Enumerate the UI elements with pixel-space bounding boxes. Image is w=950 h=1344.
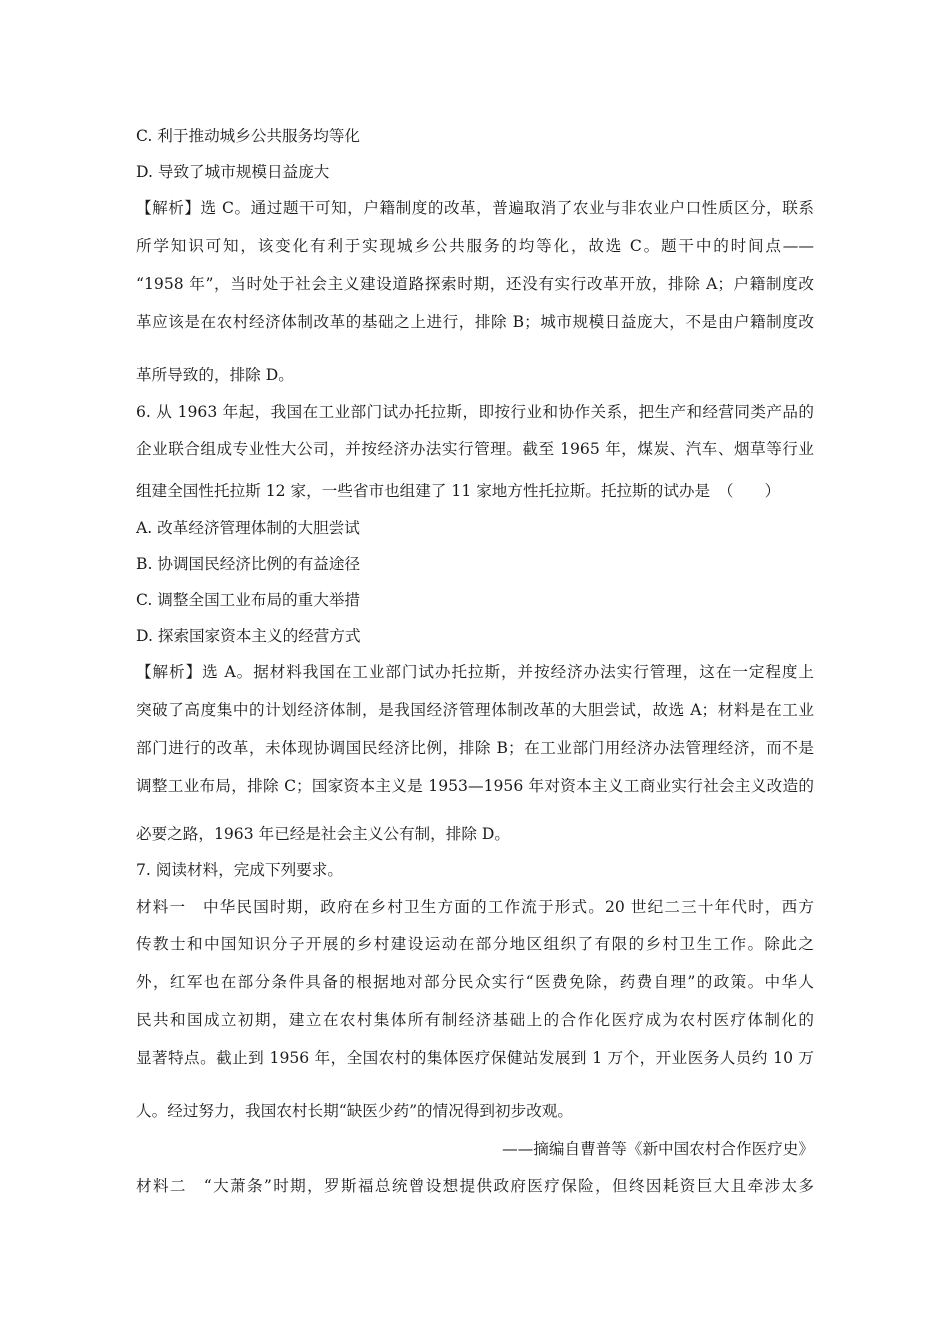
q7-material1-line: 材料一 中华民国时期，政府在乡村卫生方面的工作流于形式。20 世纪二三十年代时，西方: [136, 898, 814, 916]
q7-stem: 7. 阅读材料，完成下列要求。: [136, 861, 343, 879]
q7-material1-line: 民共和国成立初期，建立在农村集体所有制经济基础上的合作化医疗成为农村医疗体制化的: [136, 1011, 814, 1029]
q6-option-c: C. 调整全国工业布局的重大举措: [136, 591, 361, 609]
q5-analysis-line: 所学知识可知，该变化有利于实现城乡公共服务的均等化，故选 C。题干中的时间点——: [136, 237, 814, 255]
q5-analysis-line: 【解析】选 C。通过题干可知，户籍制度的改革，普遍取消了农业与非农业户口性质区分，联系: [136, 199, 814, 217]
q5-option-c: C. 利于推动城乡公共服务均等化: [136, 127, 361, 145]
q5-analysis-line: 革所导致的，排除 D。: [136, 366, 294, 384]
q7-material2-line: 材料二 “大萧条”时期，罗斯福总统曾设想提供政府医疗保险，但终因耗资巨大且牵涉太多: [136, 1177, 814, 1195]
q6-option-a: A. 改革经济管理体制的大胆尝试: [136, 519, 360, 537]
q5-analysis-line: “1958 年”，当时处于社会主义建设道路探索时期，还没有实行改革开放，排除 A；户籍制度改: [136, 275, 814, 293]
q6-option-d: D. 探索国家资本主义的经营方式: [136, 627, 361, 645]
q6-analysis-line: 必要之路，1963 年已经是社会主义公有制，排除 D。: [136, 825, 510, 843]
q6-stem-line: 6. 从 1963 年起，我国在工业部门试办托拉斯，即按行业和协作关系，把生产和经营同类产品的: [136, 403, 814, 421]
q7-material1-line: 传教士和中国知识分子开展的乡村建设运动在部分地区组织了有限的乡村卫生工作。除此之: [136, 935, 814, 953]
q6-analysis-line: 突破了高度集中的计划经济体制，是我国经济管理体制改革的大胆尝试，故选 A；材料是在工业: [136, 701, 814, 719]
q7-material1-line: 外，红军也在部分条件具备的根据地对部分民众实行“医费免除，药费自理”的政策。中华人: [136, 973, 814, 991]
q5-option-d: D. 导致了城市规模日益庞大: [136, 163, 330, 181]
q6-analysis-line: 部门进行的改革，未体现协调国民经济比例，排除 B；在工业部门用经济办法管理经济，而不是: [136, 739, 814, 757]
q6-option-b: B. 协调国民经济比例的有益途径: [136, 555, 361, 573]
q6-analysis-line: 调整工业布局，排除 C；国家资本主义是 1953—1956 年对资本主义工商业实行社会主义改造的: [136, 777, 814, 795]
q7-material1-source: ——摘编自曹普等《新中国农村合作医疗史》: [502, 1140, 814, 1158]
q6-stem-line: 组建全国性托拉斯 12 家，一些省市也组建了 11 家地方性托拉斯。托拉斯的试办是 （ ）: [136, 482, 781, 500]
q6-analysis-line: 【解析】选 A。据材料我国在工业部门试办托拉斯，并按经济办法实行管理，这在一定程度上: [136, 663, 814, 681]
q5-analysis-line: 革应该是在农村经济体制改革的基础之上进行，排除 B；城市规模日益庞大，不是由户籍制度改: [136, 313, 814, 331]
q7-material1-line: 显著特点。截止到 1956 年，全国农村的集体医疗保健站发展到 1 万个，开业医务人员约 10 万: [136, 1049, 814, 1067]
q7-material1-line: 人。经过努力，我国农村长期“缺医少药”的情况得到初步改观。: [136, 1102, 573, 1120]
q6-stem-line: 企业联合组成专业性大公司，并按经济办法实行管理。截至 1965 年，煤炭、汽车、烟草等行业: [136, 440, 814, 458]
